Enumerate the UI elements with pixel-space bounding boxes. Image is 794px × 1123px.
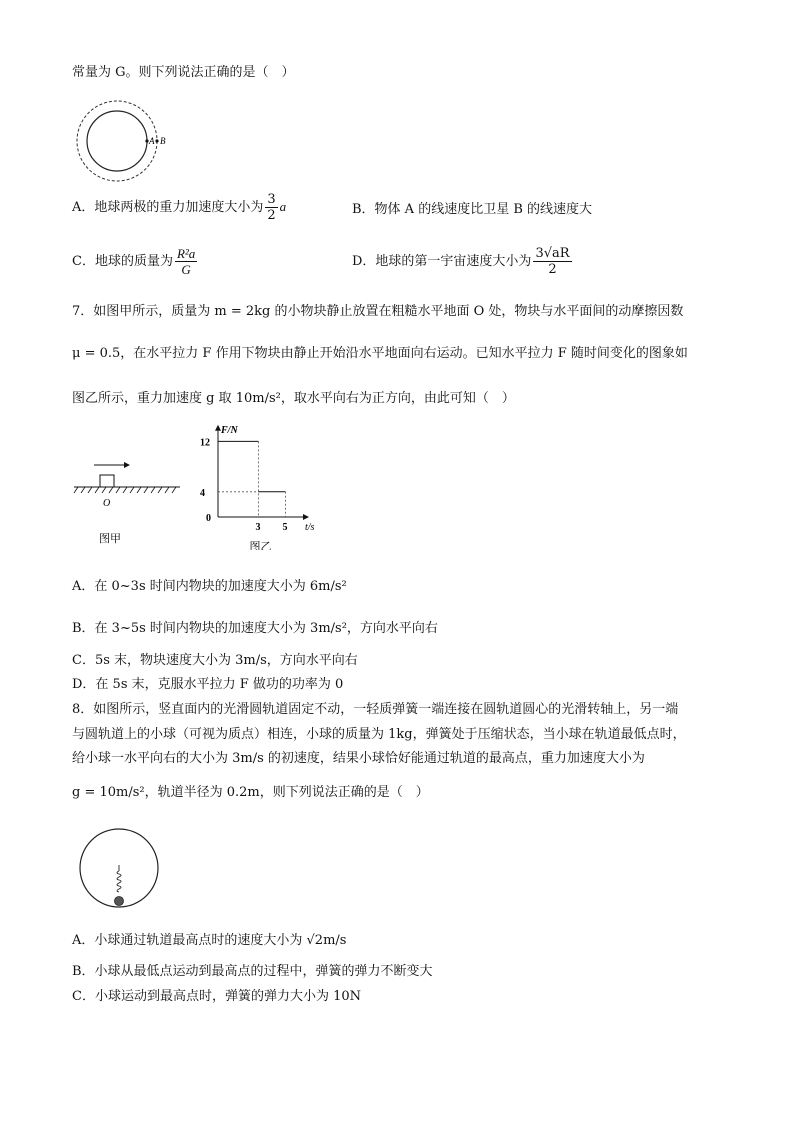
q6-option-d[interactable]: D．地球的第一宇宙速度大小为 $\frac{3√aR}{2}$ [352, 246, 570, 277]
label-b: B [160, 136, 166, 146]
spring [117, 871, 121, 892]
caption-yi: 图乙 [249, 541, 272, 550]
q8-stem-line3: 给小球一水平向右的大小为 3m/s 的初速度，结果小球恰好能通过轨道的最高点，重力加速度大小为 [72, 751, 645, 766]
origin-o-label: O [103, 498, 111, 509]
q6-option-a[interactable]: A．地球两极的重力加速度大小为 $\frac{3}{2}$ a [72, 192, 287, 223]
x-tick-label: 5 [282, 522, 288, 533]
earth-circle [87, 111, 147, 171]
caption-jia: 图甲 [99, 533, 121, 545]
q7-stem-line1: 7．如图甲所示，质量为 m = 2kg 的小物块静止放置在粗糙水平地面 O 处，物块与水平面间的动摩擦因数 [72, 304, 684, 319]
q8-stem-line1: 8．如图所示，竖直面内的光滑圆轨道固定不动，一轻质弹簧一端连接在圆轨道圆心的光滑转轴上，另一端 [72, 702, 679, 717]
q7-stem-line3: 图乙所示，重力加速度 g 取 10m/s²，取水平向右为正方向，由此可知（ ） [72, 391, 515, 406]
y-tick-label: 12 [200, 437, 210, 449]
x-axis-arrow [303, 514, 309, 520]
q6-stem-tail: 常量为 G。则下列说法正确的是（ ） [72, 65, 295, 80]
circular-track-figure [78, 827, 163, 912]
q8-option-a[interactable]: A．小球通过轨道最高点时的速度大小为 √2m/s [72, 933, 347, 948]
x-axis-label: t/s [305, 522, 315, 533]
ground-hatch [74, 487, 176, 493]
label-a: A [149, 136, 155, 146]
origin-label: 0 [206, 513, 211, 524]
q7-option-b[interactable]: B．在 3~5s 时间内物块的加速度大小为 3m/s²，方向水平向右 [72, 621, 438, 636]
x-tick-label: 3 [255, 522, 261, 533]
q8-option-b[interactable]: B．小球从最低点运动到最高点的过程中，弹簧的弹力不断变大 [72, 964, 433, 979]
q7-option-a[interactable]: A．在 0~3s 时间内物块的加速度大小为 6m/s² [72, 579, 347, 594]
q7-stem-line2: μ = 0.5，在水平拉力 F 作用下物块由静止开始沿水平地面向右运动。已知水平拉力 F 随时间变化的图象如 [72, 346, 688, 361]
point-b-dot [155, 139, 158, 142]
figure-yi-f-t-chart [190, 420, 340, 550]
y-tick-label: 4 [200, 487, 205, 499]
q7-option-d[interactable]: D．在 5s 末，克服水平拉力 F 做功的功率为 0 [72, 677, 344, 692]
earth-satellite-figure [74, 95, 184, 190]
q8-option-c[interactable]: C．小球运动到最高点时，弹簧的弹力大小为 10N [72, 989, 361, 1004]
block [100, 475, 114, 487]
q8-stem-line4: g = 10m/s²，轨道半径为 0.2m，则下列说法正确的是（ ） [72, 785, 429, 800]
q8-stem-line2: 与圆轨道上的小球（可视为质点）相连，小球的质量为 1kg，弹簧处于压缩状态，当小球在轨道最低点时， [72, 727, 686, 742]
y-axis-label: F/N [221, 424, 238, 436]
q6-option-c[interactable]: C．地球的质量为 $\frac{\text{R²a}}{G}$ [72, 246, 196, 277]
ball [115, 897, 124, 906]
q6-option-b[interactable]: B．物体 A 的线速度比卫星 B 的线速度大 [352, 202, 593, 217]
satellite-orbit [77, 101, 157, 181]
figure-jia [72, 455, 182, 550]
q7-option-c[interactable]: C．5s 末，物块速度大小为 3m/s，方向水平向右 [72, 653, 358, 668]
